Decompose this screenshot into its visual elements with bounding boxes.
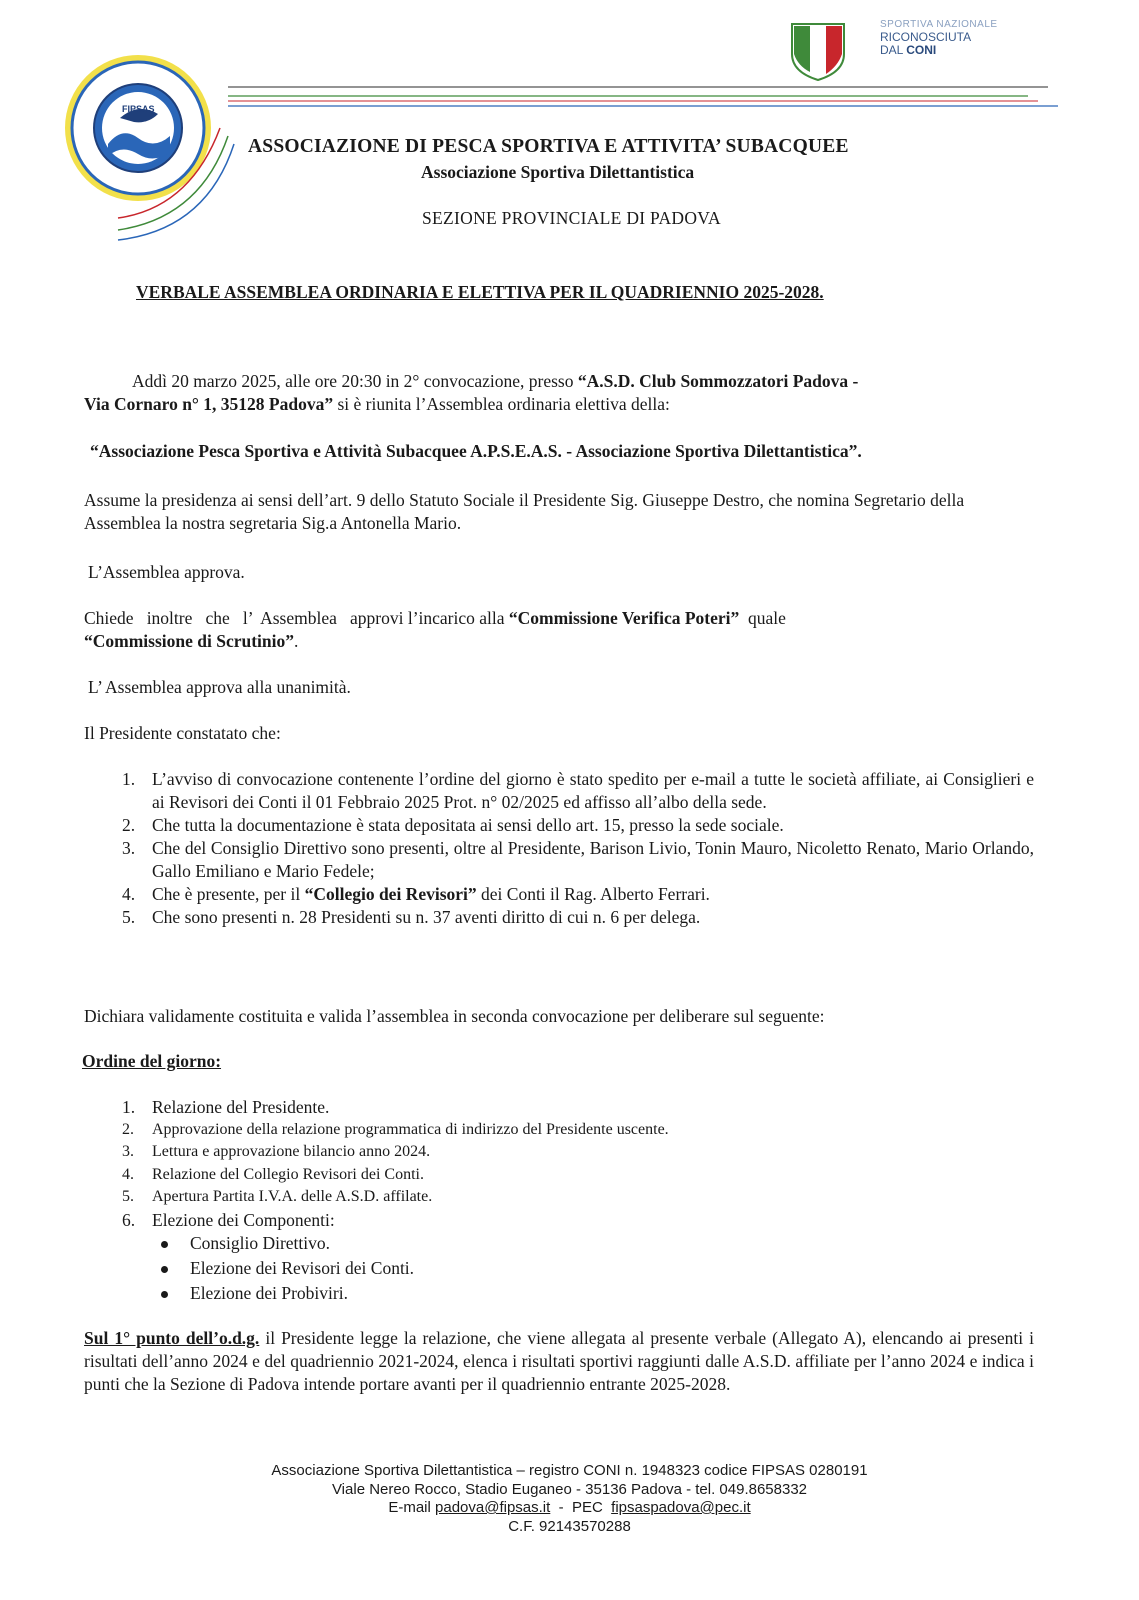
association-name: ASSOCIAZIONE DI PESCA SPORTIVA E ATTIVITA’ SUBACQUEE — [248, 136, 849, 157]
footer-line2: Viale Nereo Rocco, Stadio Euganeo - 35136 Padova - tel. 049.8658332 — [331, 1480, 808, 1498]
coni-line1: SPORTIVA NAZIONALE — [880, 19, 998, 30]
list-item: 3. Che del Consiglio Direttivo sono presenti, oltre al Presidente, Barison Livio, Tonin Mauro, Nicoletto Renato, Mario Orlando, Gallo Emiliano e Mario Fedele; — [122, 838, 1034, 881]
checks-list — [84, 768, 1034, 929]
request-paragraph — [84, 607, 1034, 653]
intro-text-a: Addì 20 marzo 2025, alle ore 20:30 in 2° convocazione, presso — [132, 371, 578, 391]
point1-text: il Presidente legge la relazione, che viene allegata al presente verbale (Allegato A), elencando ai presenti i risultati dell’anno 2024 e del quadriennio 2021-2024, elenca i risultati sportivi raggiunti dalle A.S.D. affiliate per l’anno 2024 e indica i punti che la Sezione di Padova intende portare avanti per il quadriennio entrante 2025-2028. — [84, 1328, 1034, 1394]
footer — [0, 1462, 1139, 1536]
list-item: 6. Elezione dei Componenti: — [122, 1209, 335, 1230]
footer-pec-label: - PEC — [550, 1499, 612, 1516]
list-item: 4. Che è presente, per il “Collegio dei Revisori” dei Conti il Rag. Alberto Ferrari. — [122, 884, 710, 904]
list-item: 1. L’avviso di convocazione contenente l’ordine del giorno è stato spedito per e-mail a tutte le società affiliate, ai Consiglieri e ai Revisori dei Conti il 01 Febbraio 2025 Prot. n° 02/2025 ed affisso all’albo della sede. — [122, 769, 1034, 812]
intro-address: Via Cornaro n° 1, 35128 Padova” — [84, 394, 334, 414]
header-rules — [228, 84, 1058, 114]
coni-line3-bold: CONI — [906, 43, 937, 57]
request-commission-2: “Commissione di Scrutinio” — [84, 631, 295, 651]
president-states-text: Il Presidente constatato che: — [84, 723, 281, 743]
coni-line2: RICONOSCIUTA — [880, 30, 972, 44]
point1-paragraph — [84, 1327, 1034, 1396]
agenda-list — [84, 1096, 884, 1232]
unanimous-text: L’ Assemblea approva alla unanimità. — [88, 677, 351, 697]
footer-email-link[interactable]: padova@fipsas.it — [435, 1499, 551, 1516]
list-item: 2. Che tutta la documentazione è stata depositata ai sensi dello art. 15, presso la sede sociale. — [122, 815, 784, 835]
request-commission-1: “Commissione Verifica Poteri” — [508, 608, 740, 628]
footer-cf: C.F. 92143570288 — [508, 1517, 631, 1535]
list-item: 1. Relazione del Presidente. — [122, 1097, 330, 1117]
list-item: Consiglio Direttivo. — [156, 1232, 436, 1257]
decorative-swoosh — [110, 118, 270, 258]
association-full-name: “Associazione Pesca Sportiva e Attività Subacquee A.P.S.E.A.S. - Associazione Sportiva Dilettantistica”. — [90, 441, 862, 461]
intro-paragraph — [84, 370, 1034, 416]
point1-label: Sul 1° punto dell’o.d.g. — [84, 1328, 260, 1348]
section-name: SEZIONE PROVINCIALE DI PADOVA — [422, 208, 721, 228]
document-title: VERBALE ASSEMBLEA ORDINARIA E ELETTIVA PER IL QUADRIENNIO 2025-2028. — [136, 282, 824, 302]
coni-badge — [808, 18, 1008, 88]
presidency-paragraph: Assume la presidenza ai sensi dell’art. 9 dello Statuto Sociale il Presidente Sig. Giuseppe Destro, che nomina Segretario della Assemblea la nostra segretaria Sig.a Antonella Mario. — [84, 490, 965, 533]
footer-pec-link[interactable]: fipsaspadova@pec.it — [611, 1499, 751, 1516]
list-item: 4. Relazione del Collegio Revisori dei Conti. — [122, 1165, 424, 1183]
list-item: 3. Lettura e approvazione bilancio anno 2024. — [122, 1143, 431, 1161]
approves-text: L’Assemblea approva. — [88, 562, 245, 582]
request-text-e: . — [294, 631, 299, 651]
footer-email-label: E-mail — [388, 1499, 436, 1516]
agenda-sublist — [156, 1232, 436, 1307]
intro-venue: “A.S.D. Club Sommozzatori Padova - — [577, 371, 859, 391]
coni-line3-prefix: DAL — [880, 43, 903, 57]
list-item: 5. Che sono presenti n. 28 Presidenti su n. 37 aventi diritto di cui n. 6 per delega. — [122, 907, 701, 927]
agenda-title: Ordine del giorno: — [82, 1051, 222, 1071]
request-text-a: Chiede inoltre che l’ Assemblea approvi l’incarico alla — [84, 608, 509, 628]
intro-text-d: si è riunita l’Assemblea ordinaria elettiva della: — [333, 394, 670, 414]
footer-line1: Associazione Sportiva Dilettantistica – registro CONI n. 1948323 codice FIPSAS 0280191 — [271, 1462, 868, 1479]
logo-inner-text: FIPSAS — [122, 104, 155, 114]
coni-shield-icon — [788, 20, 848, 82]
list-item: Elezione dei Revisori dei Conti. — [156, 1257, 436, 1282]
list-item: 2. Approvazione della relazione programmatica di indirizzo del Presidente uscente. — [122, 1120, 669, 1138]
request-text-c: quale — [739, 608, 786, 628]
list-item: Elezione dei Probiviri. — [156, 1282, 436, 1307]
declares-text: Dichiara validamente costituita e valida l’assemblea in seconda convocazione per deliberare sul seguente: — [84, 1006, 825, 1026]
list-item: 5. Apertura Partita I.V.A. delle A.S.D. affilate. — [122, 1188, 433, 1206]
association-type: Associazione Sportiva Dilettantistica — [421, 162, 695, 182]
